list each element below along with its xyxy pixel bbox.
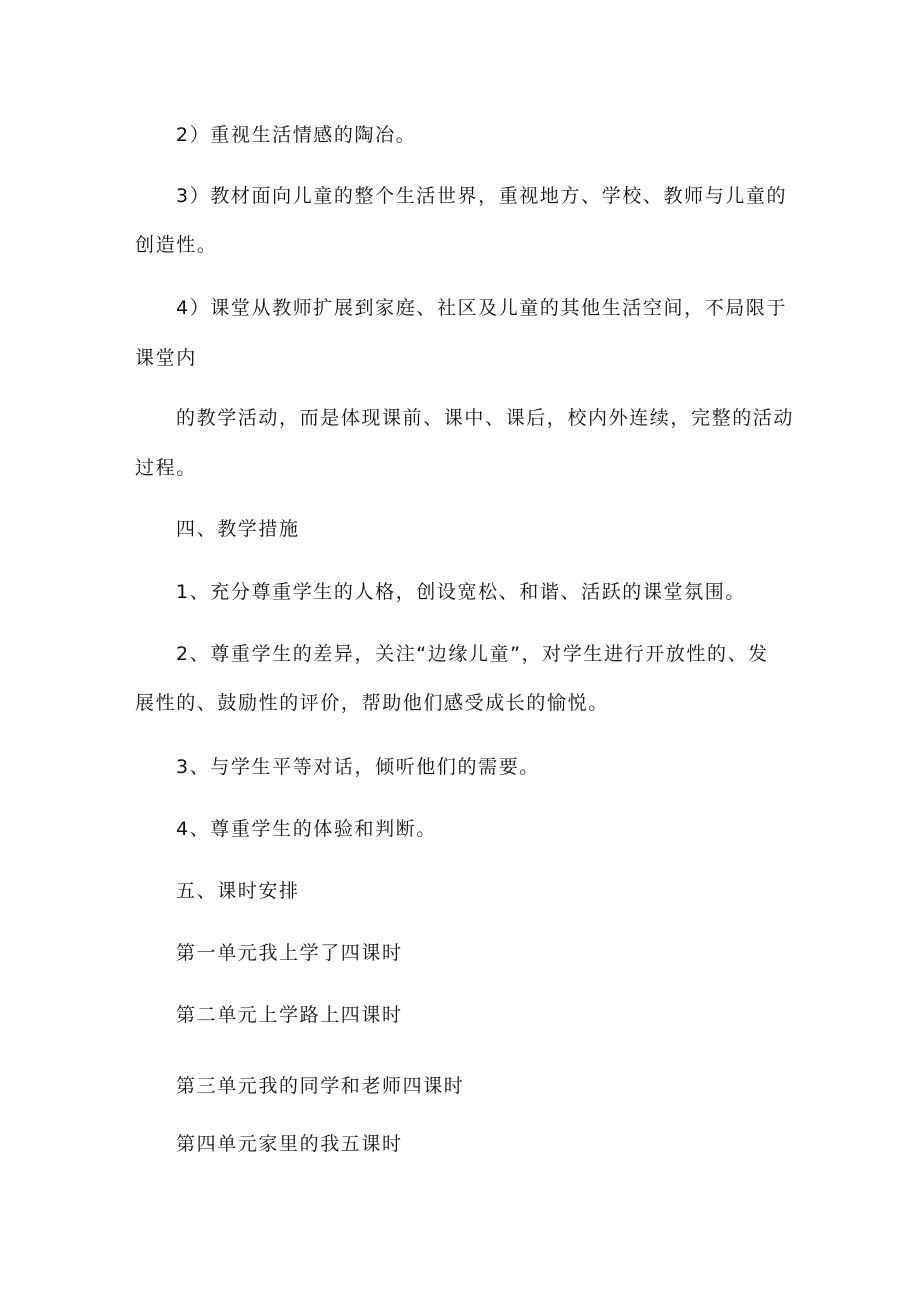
- section-heading-teaching-measures: 四、教学措施: [176, 518, 300, 540]
- schedule-unit-4: 第四单元家里的我五课时: [176, 1133, 403, 1155]
- item-2-emotion: 2）重视生活情感的陶冶。: [176, 124, 417, 146]
- item-3-textbook-line2: 创造性。: [135, 234, 218, 256]
- measure-1: 1、充分尊重学生的人格，创设宽松、和谐、活跃的课堂氛围。: [176, 581, 746, 603]
- measure-4: 4、尊重学生的体验和判断。: [176, 818, 437, 840]
- item-4-classroom-line2: 课堂内: [135, 347, 197, 369]
- measure-3: 3、与学生平等对话，倾听他们的需要。: [176, 756, 540, 778]
- measure-2-line1: 2、尊重学生的差异，关注“边缘儿童”，对学生进行开放性的、发: [176, 643, 769, 665]
- paragraph-teaching-activity-line2: 过程。: [135, 457, 197, 479]
- schedule-unit-3: 第三单元我的同学和老师四课时: [176, 1075, 465, 1097]
- item-4-classroom-line1: 4）课堂从教师扩展到家庭、社区及儿童的其他生活空间，不局限于: [176, 297, 788, 319]
- measure-2-line2: 展性的、鼓励性的评价，帮助他们感受成长的愉悦。: [135, 692, 609, 714]
- schedule-unit-2: 第二单元上学路上四课时: [176, 1004, 403, 1026]
- item-3-textbook-line1: 3）教材面向儿童的整个生活世界，重视地方、学校、教师与儿童的: [176, 185, 788, 207]
- schedule-unit-1: 第一单元我上学了四课时: [176, 942, 403, 964]
- paragraph-teaching-activity-line1: 的教学活动，而是体现课前、课中、课后，校内外连续，完整的活动: [176, 407, 795, 429]
- section-heading-schedule: 五、课时安排: [176, 880, 300, 902]
